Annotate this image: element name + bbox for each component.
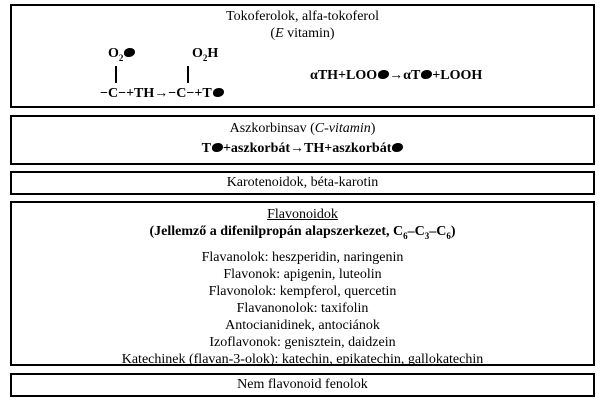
structure-prefix: (Jellemző a difenilpropán alapszerkezet, <box>149 224 393 239</box>
ascorbic-eq-start: T <box>201 141 211 156</box>
eq-part2: αT <box>403 68 421 83</box>
ascorbic-title-normal: Aszkorbinsav ( <box>229 121 315 136</box>
radical-dot-icon <box>392 143 403 152</box>
flavonoids-title-text: Flavonoidok <box>267 207 338 222</box>
flavonoid-line: Flavonok: apigenin, luteolin <box>223 266 382 282</box>
tocopherol-box <box>10 4 595 108</box>
d1: – <box>407 224 415 239</box>
struct-right-h: H <box>207 46 219 61</box>
struct-right-group <box>192 46 218 63</box>
flavonoids-structure <box>12 223 593 245</box>
ascorbic-equation <box>12 141 593 157</box>
radical-dot-icon <box>212 143 223 152</box>
nonflavonoid-title: Nem flavonoid fenolok <box>237 377 368 392</box>
flavonoid-line: Flavanonolok: taxifolin <box>236 300 369 316</box>
s2: 3 <box>424 230 430 241</box>
flavonoid-line: Flavanolok: heszperidin, naringenin <box>201 249 404 265</box>
flavonoids-box <box>10 201 595 366</box>
struct-right-o: O <box>192 46 203 61</box>
flavonoid-line: Izoflavonok: genisztein, daidzein <box>209 334 396 350</box>
eq-part1: αTH+LOO <box>310 68 378 83</box>
ascorbic-eq-mid: +aszkorbát <box>222 141 291 156</box>
reaction-arrow: → <box>154 86 169 101</box>
struct-left-o: O <box>108 46 119 61</box>
eq-part3: +LOOH <box>432 68 483 83</box>
subtitle-italic: E <box>275 26 284 41</box>
flavonoids-title <box>12 206 593 223</box>
flavonoid-line: Antocianidinek, antociánok <box>225 317 380 333</box>
ascorbic-title <box>12 121 593 137</box>
eq-arrow: → <box>389 68 404 83</box>
radical-dot-icon <box>378 70 389 79</box>
s1: 6 <box>403 230 408 241</box>
radical-dot-icon <box>213 88 224 97</box>
c2: C <box>414 224 425 239</box>
c1: C <box>393 224 404 239</box>
s3: 6 <box>446 230 451 241</box>
struct-left-group <box>108 46 135 63</box>
radical-dot-icon <box>421 70 432 79</box>
tocopherol-equation <box>310 68 482 84</box>
struct-left-sub: 2 <box>118 52 124 63</box>
d2: – <box>429 224 437 239</box>
ascorbic-title-close: ) <box>370 121 376 136</box>
carotenoids-title: Karotenoidok, béta-karotin <box>226 175 379 190</box>
tocopherol-title: Tokoferolok, alfa-tokoferol <box>226 9 379 24</box>
bond-right <box>187 66 189 83</box>
nonflavonoid-box <box>10 373 595 397</box>
radical-dot-icon <box>124 48 135 57</box>
c3: C <box>436 224 447 239</box>
flavonoid-line: Flavonolok: kempferol, quercetin <box>208 283 397 299</box>
bond-left <box>115 66 117 83</box>
flavonoid-line: Katechinek (flavan-3-olok): katechin, epikatechin, gallokatechin <box>121 351 484 367</box>
subtitle-rest: vitamin <box>283 26 330 41</box>
ascorbic-eq-arrow: → <box>290 141 305 156</box>
reaction-right-text: −C−+T <box>168 86 212 101</box>
tocopherol-reaction-left <box>100 86 224 102</box>
ascorbic-box <box>10 115 595 165</box>
ascorbic-eq-end: TH+aszkorbát <box>304 141 392 156</box>
struct-right-sub: 2 <box>202 52 208 63</box>
reaction-left-text: −C−+TH <box>100 86 155 101</box>
ascorbic-title-italic: C-vitamin <box>314 121 371 136</box>
carotenoids-box <box>10 171 595 195</box>
structure-close: ) <box>450 224 456 239</box>
tocopherol-subtitle: (E vitamin) <box>270 26 335 41</box>
